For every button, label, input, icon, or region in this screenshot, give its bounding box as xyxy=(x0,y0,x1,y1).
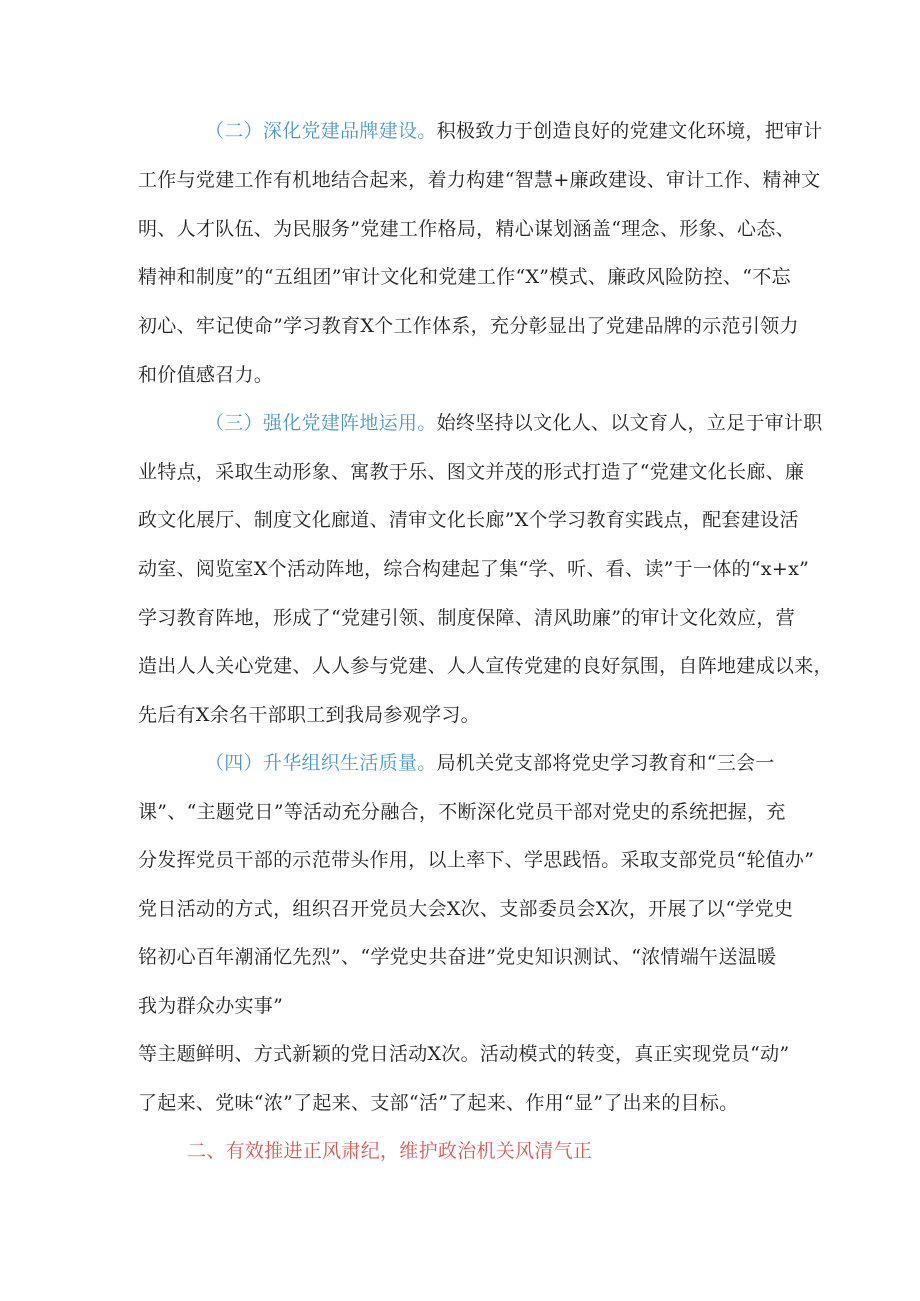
paragraph-2-line-4: 精神和制度”的“五组团”审计文化和党建工作“X”模式、廉政风险防控、“不忘 xyxy=(138,266,791,288)
paragraph-3-line-7: 先后有X余名干部职工到我局参观学习。 xyxy=(138,704,480,726)
paragraph-2-line-2: 工作与党建工作有机地结合起来，着力构建“智慧+廉政建设、审计工作、精神文 xyxy=(138,169,821,191)
paragraph-4-line-6: 我为群众办实事” xyxy=(138,995,284,1017)
paragraph-3-line-1 xyxy=(205,410,823,436)
paragraph-2-line-6: 和价值感召力。 xyxy=(138,364,274,386)
section-3-text: 始终坚持以文化人、以文育人，立足于审计职 xyxy=(436,412,823,434)
paragraph-4-line-4: 党日活动的方式，组织召开党员大会X次、支部委员会X次，开展了以“学党史 xyxy=(138,898,794,920)
paragraph-4-line-7: 等主题鲜明、方式新颖的党日活动X次。活动模式的转变，真正实现党员“动” xyxy=(138,1043,790,1065)
section-2-heading: （二）深化党建品牌建设。 xyxy=(205,120,437,142)
section-4-heading: （四）升华组织生活质量。 xyxy=(205,752,437,774)
paragraph-2-line-3: 明、人才队伍、为民服务”党建工作格局，精心谋划涵盖“理念、形象、心态、 xyxy=(138,218,795,240)
paragraph-4-line-5: 铭初心百年潮涌忆先烈”、“学党史共奋进”党史知识测试、“浓情端午送温暖 xyxy=(138,946,777,968)
section-3-heading: （三）强化党建阵地运用。 xyxy=(205,412,437,434)
paragraph-2-line-5: 初心、牢记使命”学习教育X个工作体系，充分彰显出了党建品牌的示范引领力 xyxy=(138,315,799,337)
paragraph-3-line-4: 动室、阅览室X个活动阵地，综合构建起了集“学、听、看、读”于一体的“x+x” xyxy=(138,558,810,580)
part-2-heading: 二、有效推进正风肃纪，维护政治机关风清气正 xyxy=(187,1140,593,1162)
paragraph-2-line-1 xyxy=(205,118,823,144)
paragraph-3-line-2: 业特点，采取生动形象、寓教于乐、图文并茂的形式打造了“党建文化长廊、廉 xyxy=(138,461,805,483)
paragraph-4-line-2: 课”、“主题党日”等活动充分融合，不断深化党员干部对党史的系统把握，充 xyxy=(138,801,786,823)
paragraph-4-line-3: 分发挥党员干部的示范带头作用，以上率下、学思践悟。采取支部党员“轮值办” xyxy=(138,849,815,871)
section-4-text: 局机关党支部将党史学习教育和“三会一 xyxy=(436,752,775,774)
paragraph-4-line-1 xyxy=(205,750,775,776)
paragraph-3-line-6: 造出人人关心党建、人人参与党建、人人宣传党建的良好氛围，自阵地建成以来， xyxy=(138,655,833,677)
section-2-text: 积极致力于创造良好的党建文化环境，把审计 xyxy=(436,120,823,142)
paragraph-3-line-5: 学习教育阵地，形成了“党建引领、制度保障、清风助廉”的审计文化效应，营 xyxy=(138,607,795,629)
paragraph-3-line-3: 政文化展厅、制度文化廊道、清审文化长廊”X个学习教育实践点，配套建设活 xyxy=(138,509,799,531)
paragraph-4-line-8: 了起来、党味“浓”了起来、支部“活”了起来、作用“显”了出来的目标。 xyxy=(138,1092,739,1114)
